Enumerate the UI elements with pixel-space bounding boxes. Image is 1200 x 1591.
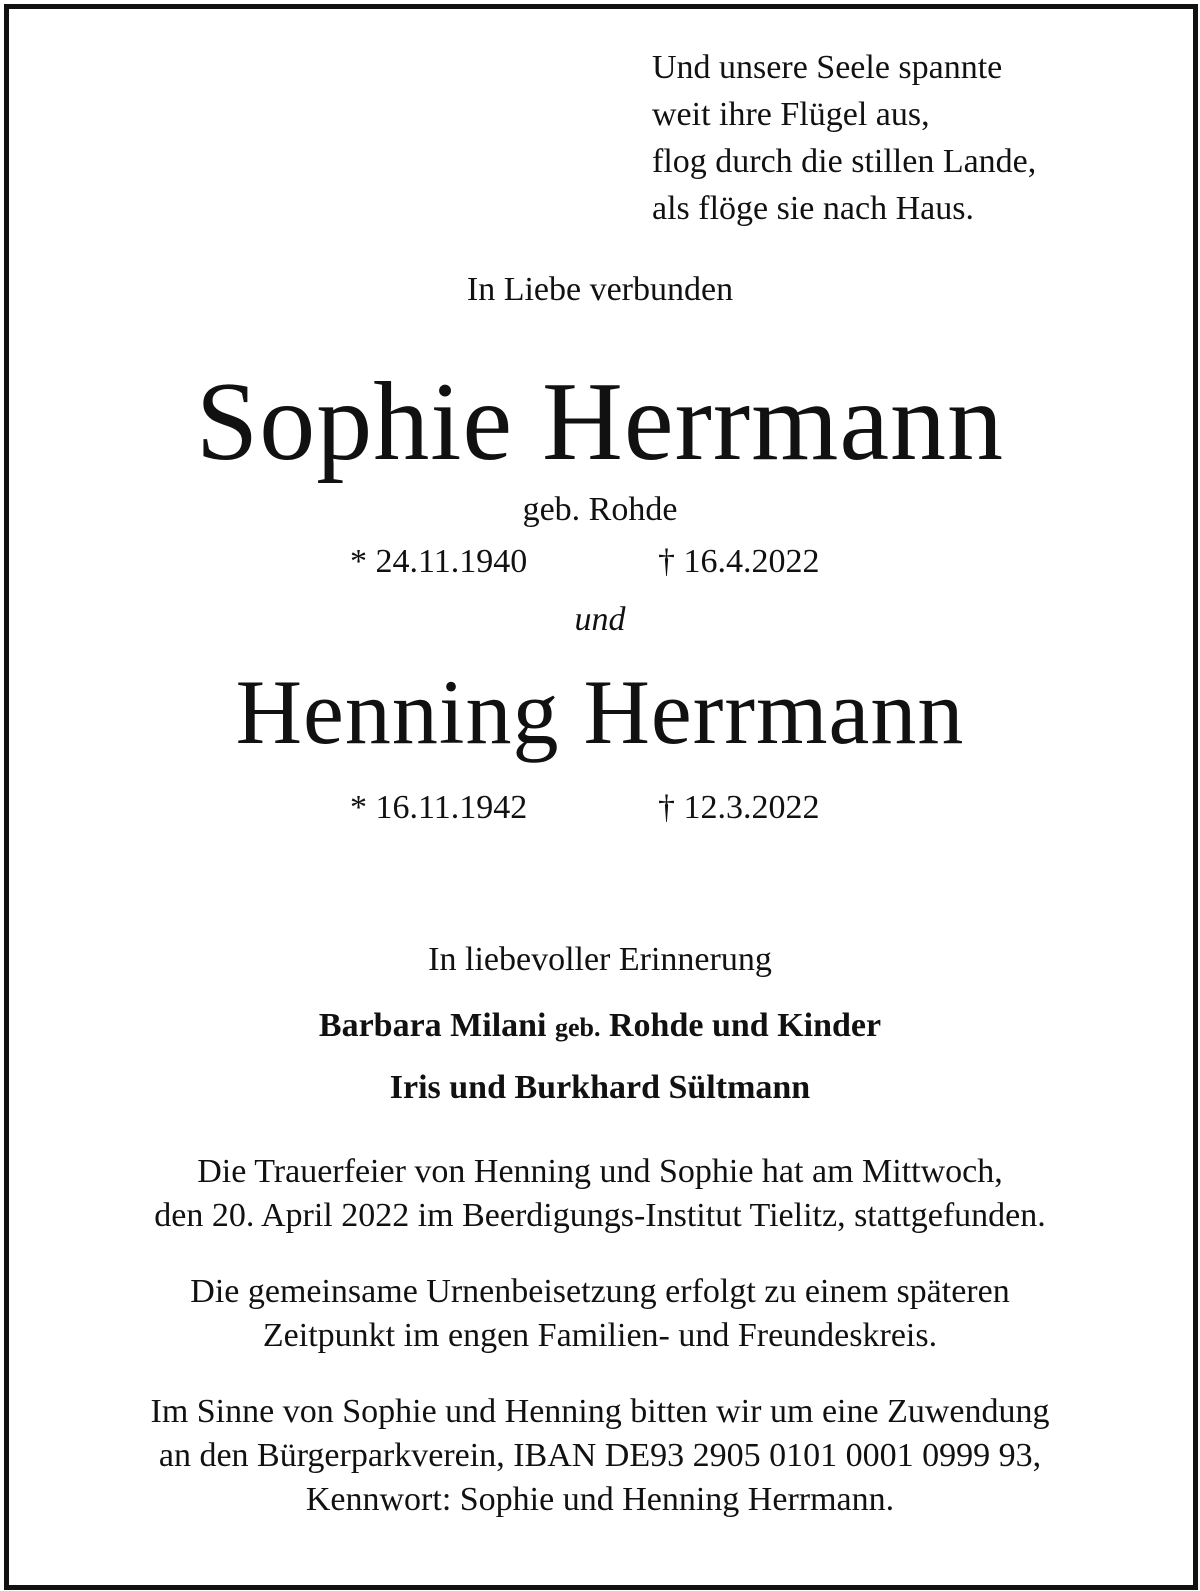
burial-line-1: Die gemeinsame Urnenbeisetzung erfolgt zu einem späteren: [190, 1273, 1010, 1310]
poem-line-1: Und unsere Seele spannte: [652, 49, 1003, 86]
mourner-1-rest: Rohde und Kinder: [609, 1007, 882, 1044]
donation-line-3: Kennwort: Sophie und Henning Herrmann.: [305, 1481, 895, 1518]
funeral-line-1: Die Trauerfeier von Henning und Sophie hat am Mittwoch,: [197, 1153, 1003, 1190]
mourner-line-1: [0, 1004, 1200, 1050]
person1-birth-date: * 24.11.1940: [350, 543, 528, 580]
funeral-line-2: den 20. April 2022 im Beerdigungs-Institut Tielitz, stattgefunden.: [154, 1197, 1046, 1234]
intro-text: In Liebe verbunden: [466, 271, 734, 308]
donation-paragraph: [0, 1390, 1200, 1522]
poem-line-2: weit ihre Flügel aus,: [652, 96, 930, 133]
burial-line-2: Zeitpunkt im engen Familien- und Freundeskreis.: [262, 1317, 938, 1354]
person1-death-date: † 16.4.2022: [658, 543, 820, 580]
mourner-1-geb: geb.: [555, 1013, 601, 1042]
poem-line-4: als flöge sie nach Haus.: [652, 190, 974, 227]
donation-line-1: Im Sinne von Sophie und Henning bitten wir um eine Zuwendung: [150, 1393, 1050, 1430]
donation-line-2: an den Bürgerparkverein, IBAN DE93 2905 0101 0001 0999 93,: [158, 1437, 1042, 1474]
mourner-1-name: Barbara Milani: [318, 1007, 547, 1044]
funeral-paragraph: [0, 1150, 1200, 1238]
person1-name: Sophie Herrmann: [195, 360, 1005, 484]
burial-paragraph: [0, 1270, 1200, 1358]
person2-name: Henning Herrmann: [235, 661, 965, 763]
mourner-line-2: Iris und Burkhard Sültmann: [389, 1069, 811, 1106]
remembrance-text: In liebevoller Erinnerung: [428, 941, 772, 978]
conjunction: und: [574, 601, 626, 638]
poem-line-3: flog durch die stillen Lande,: [652, 143, 1037, 180]
person2-death-date: † 12.3.2022: [658, 789, 820, 826]
person1-maiden-name: geb. Rohde: [522, 491, 678, 528]
poem: [652, 44, 1036, 232]
person2-birth-date: * 16.11.1942: [350, 789, 528, 826]
